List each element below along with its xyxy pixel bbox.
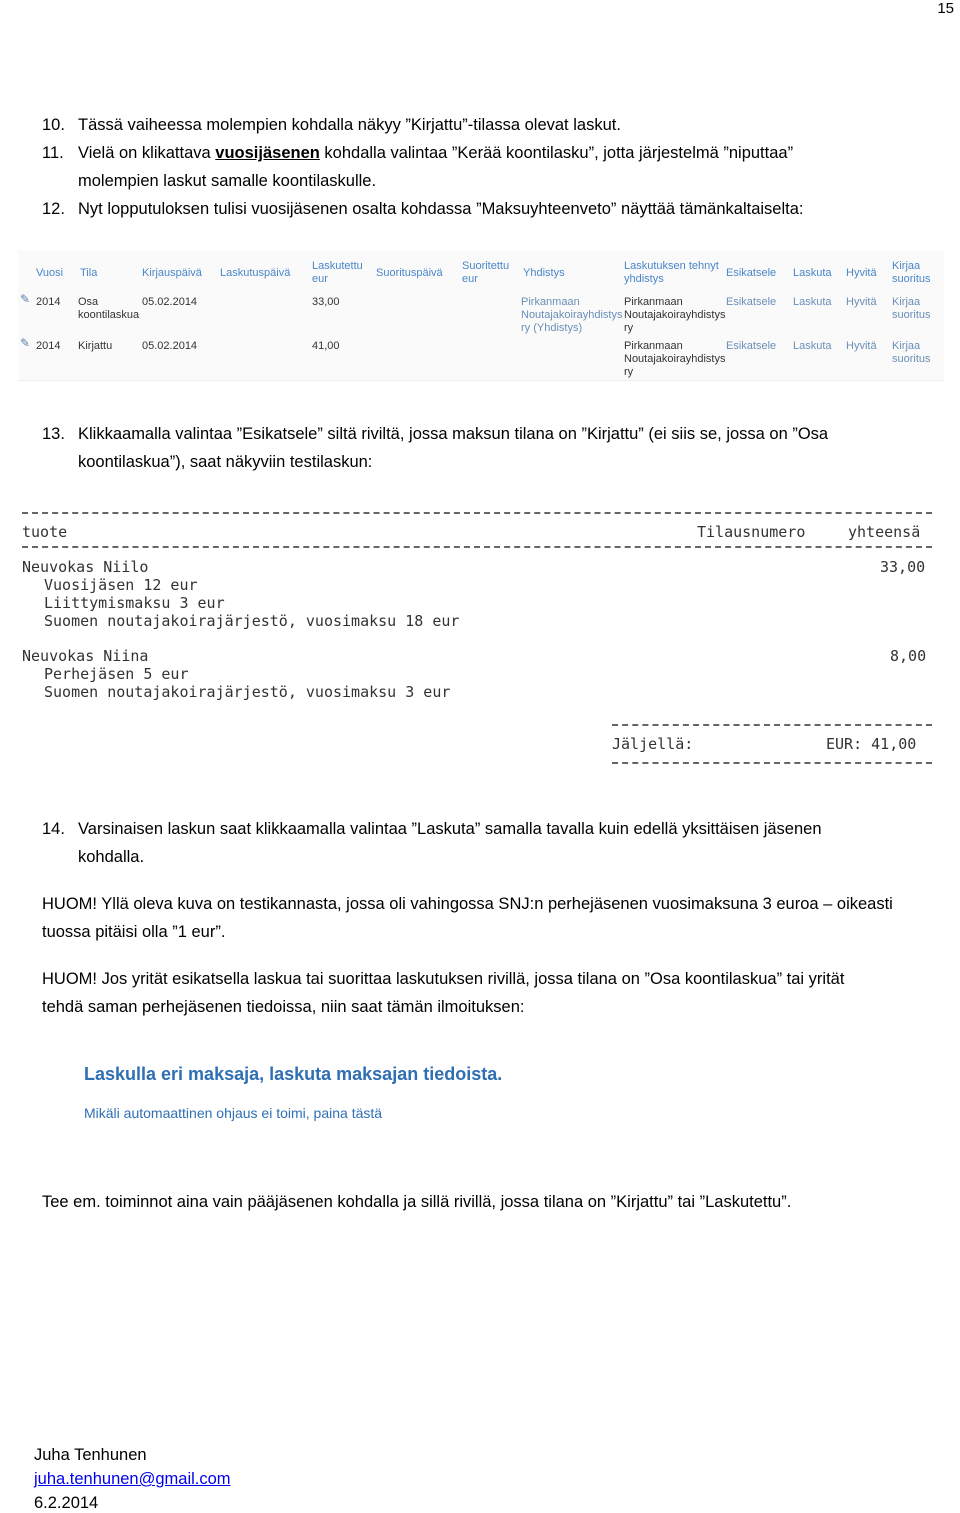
page-number: 15 bbox=[937, 0, 954, 17]
item-text: Klikkaamalla valintaa ”Esikatsele” siltä riviltä, jossa maksun tilana on ”Kirjattu” (ei siis se, jossa on ”Osa bbox=[78, 425, 829, 443]
row-entry-date: 05.02.2014 bbox=[142, 296, 198, 308]
item-text-part: Vielä on klikattava bbox=[78, 144, 216, 162]
item-text: Varsinaisen laskun saat klikkaamalla valintaa ”Laskuta” samalla tavalla kuin edellä yksittäisen jäsenen bbox=[78, 820, 822, 838]
col-header-status[interactable]: Tila bbox=[80, 267, 98, 279]
remaining-value: EUR: 41,00 bbox=[826, 735, 917, 753]
col-header-billing-association[interactable]: Laskutuksen tehnyt yhdistys bbox=[624, 260, 719, 285]
invoice-line: Vuosijäsen 12 eur bbox=[44, 576, 198, 594]
note-1: HUOM! Yllä oleva kuva on testikannasta, jossa oli vahingossa SNJ:n perhejäsenen vuosimaksuna 3 euroa – oikeasti bbox=[42, 895, 893, 913]
invoice-line: Perhejäsen 5 eur bbox=[44, 665, 189, 683]
credit-link[interactable]: Hyvitä bbox=[846, 340, 877, 352]
credit-link[interactable]: Hyvitä bbox=[846, 296, 877, 308]
col-header-credit[interactable]: Hyvitä bbox=[846, 267, 877, 279]
divider bbox=[22, 512, 932, 514]
item-text bbox=[78, 139, 793, 167]
item-text: Nyt lopputuloksen tulisi vuosijäsenen osalta kohdassa ”Maksuyhteenveto” näyttää tämänkaltaiselta: bbox=[78, 200, 804, 218]
divider bbox=[22, 546, 932, 548]
member-total: 33,00 bbox=[880, 558, 926, 576]
col-header-payment-date[interactable]: Suorituspäivä bbox=[376, 267, 443, 279]
col-order-number: Tilausnumero bbox=[697, 523, 806, 541]
note-1-line2: tuossa pitäisi olla ”1 eur”. bbox=[42, 923, 226, 941]
col-header-bill[interactable]: Laskuta bbox=[793, 267, 832, 279]
remaining-label: Jäljellä: bbox=[612, 735, 694, 753]
item-text-line2: kohdalla. bbox=[78, 848, 145, 866]
underlined-term: vuosijäsenen bbox=[215, 144, 320, 162]
invoice-line: Suomen noutajakoirajärjestö, vuosimaksu 3 eur bbox=[44, 683, 451, 701]
row-entry-date: 05.02.2014 bbox=[142, 340, 198, 352]
bill-link[interactable]: Laskuta bbox=[793, 296, 832, 308]
member-name: Neuvokas Niina bbox=[22, 647, 149, 665]
redirect-link[interactable]: Mikäli automaattinen ohjaus ei toimi, paina tästä bbox=[84, 1105, 383, 1121]
payment-summary-screenshot bbox=[18, 250, 944, 381]
preview-link[interactable]: Esikatsele bbox=[726, 340, 777, 352]
row-year: 2014 bbox=[36, 340, 61, 352]
item-number: 12. bbox=[42, 200, 65, 218]
invoice-line: Liittymismaksu 3 eur bbox=[44, 594, 225, 612]
item-text: Tässä vaiheessa molempien kohdalla näkyy ”Kirjattu”-tilassa olevat laskut. bbox=[78, 116, 621, 134]
col-header-paid[interactable]: Suoritettu eur bbox=[462, 260, 510, 285]
invoice-line: Suomen noutajakoirajärjestö, vuosimaksu 18 eur bbox=[44, 612, 460, 630]
col-header-billing-date[interactable]: Laskutuspäivä bbox=[220, 267, 291, 279]
edit-pencil-icon[interactable]: ✎ bbox=[20, 336, 31, 350]
row-association: Pirkanmaan Noutajakoirayhdistys ry (Yhdistys) bbox=[521, 296, 623, 334]
col-header-billed[interactable]: Laskutettu eur bbox=[312, 260, 363, 285]
col-header-record-payment[interactable]: Kirjaa suoritus bbox=[892, 260, 931, 285]
member-name: Neuvokas Niilo bbox=[22, 558, 149, 576]
divider bbox=[612, 762, 932, 764]
col-product: tuote bbox=[22, 523, 68, 541]
note-2: HUOM! Jos yrität esikatsella laskua tai suorittaa laskutuksen rivillä, jossa tilana on ”Osa koontilaskua” tai yrität bbox=[42, 970, 845, 988]
col-header-year[interactable]: Vuosi bbox=[36, 267, 64, 279]
closing-text: Tee em. toiminnot aina vain pääjäsenen kohdalla ja sillä rivillä, jossa tilana on ”Kirjattu” tai ”Laskutettu”. bbox=[42, 1193, 792, 1211]
record-payment-link[interactable]: Kirjaa suoritus bbox=[892, 340, 931, 365]
col-header-association[interactable]: Yhdistys bbox=[523, 267, 565, 279]
col-total: yhteensä bbox=[848, 523, 921, 541]
item-number: 14. bbox=[42, 820, 65, 838]
author-name: Juha Tenhunen bbox=[34, 1446, 147, 1464]
item-number: 13. bbox=[42, 425, 65, 443]
record-payment-link[interactable]: Kirjaa suoritus bbox=[892, 296, 931, 321]
item-number: 10. bbox=[42, 116, 65, 134]
note-2-line2: tehdä saman perhejäsenen tiedoissa, niin saat tämän ilmoituksen: bbox=[42, 998, 525, 1016]
col-header-entry-date[interactable]: Kirjauspäivä bbox=[142, 267, 202, 279]
row-billing-association: Pirkanmaan Noutajakoirayhdistys ry bbox=[624, 296, 726, 334]
row-billing-association: Pirkanmaan Noutajakoirayhdistys ry bbox=[624, 340, 726, 378]
row-year: 2014 bbox=[36, 296, 61, 308]
author-email-link[interactable]: juha.tenhunen@gmail.com bbox=[34, 1470, 231, 1488]
notice-title: Laskulla eri maksaja, laskuta maksajan tiedoista. bbox=[84, 1064, 503, 1084]
member-total: 8,00 bbox=[890, 647, 927, 665]
divider bbox=[612, 724, 932, 726]
row-billed: 41,00 bbox=[312, 340, 340, 352]
item-text-line2: koontilaskua”), saat näkyviin testilaskun: bbox=[78, 453, 373, 471]
col-header-preview[interactable]: Esikatsele bbox=[726, 267, 777, 279]
bill-link[interactable]: Laskuta bbox=[793, 340, 832, 352]
footer-date: 6.2.2014 bbox=[34, 1494, 99, 1512]
item-text-line2: molempien laskut samalle koontilaskulle. bbox=[78, 172, 377, 190]
preview-link[interactable]: Esikatsele bbox=[726, 296, 777, 308]
row-status: Osa koontilaskua bbox=[78, 296, 140, 321]
row-billed: 33,00 bbox=[312, 296, 340, 308]
item-text-part: kohdalla valintaa ”Kerää koontilasku”, jotta järjestelmä ”niputtaa” bbox=[319, 144, 794, 162]
item-number: 11. bbox=[42, 144, 64, 162]
edit-pencil-icon[interactable]: ✎ bbox=[20, 292, 31, 306]
row-status: Kirjattu bbox=[78, 340, 113, 352]
